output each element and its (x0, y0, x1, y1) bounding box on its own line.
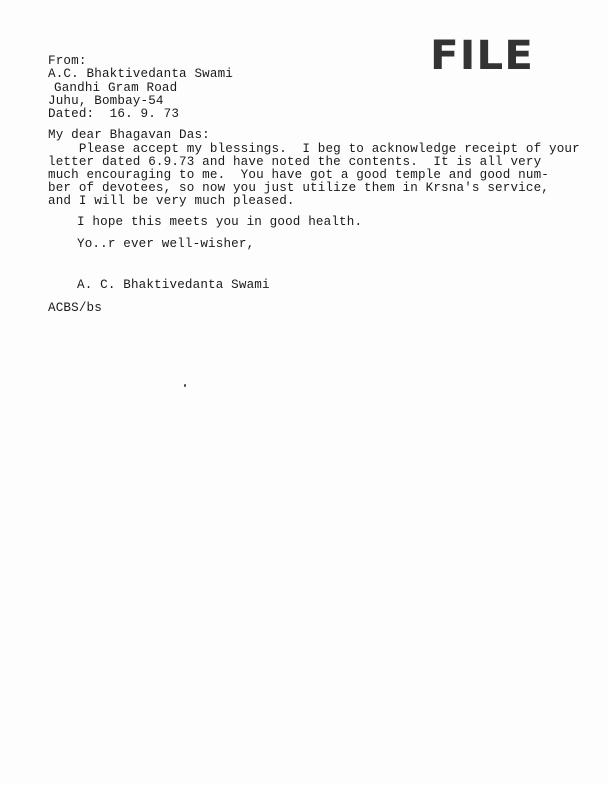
body-line-2: letter dated 6.9.73 and have noted the contents. It is all very (48, 155, 542, 169)
body-line-1: Please accept my blessings. I beg to acknowledge receipt of your (48, 142, 580, 156)
body-line-3: much encouraging to me. You have got a good temple and good num- (48, 168, 549, 182)
reference-initials: ACBS/bs (48, 301, 102, 315)
body-paragraph-2: I hope this meets you in good health. (77, 215, 363, 229)
paper-speck (184, 384, 186, 387)
sender-street: Gandhi Gram Road (54, 81, 178, 95)
from-label: From: (48, 54, 87, 68)
sender-name: A.C. Bhaktivedanta Swami (48, 67, 233, 81)
file-stamp: FILE (430, 33, 534, 79)
sender-city: Juhu, Bombay-54 (48, 94, 164, 108)
salutation: My dear Bhagavan Das: (48, 128, 210, 142)
letter-date: Dated: 16. 9. 73 (48, 107, 180, 121)
body-line-5: and I will be very much pleased. (48, 194, 295, 208)
closing: Yo..r ever well-wisher, (77, 237, 255, 251)
body-line-4: ber of devotees, so now you just utilize them in Krsna's service, (48, 181, 549, 195)
signature: A. C. Bhaktivedanta Swami (77, 278, 270, 292)
